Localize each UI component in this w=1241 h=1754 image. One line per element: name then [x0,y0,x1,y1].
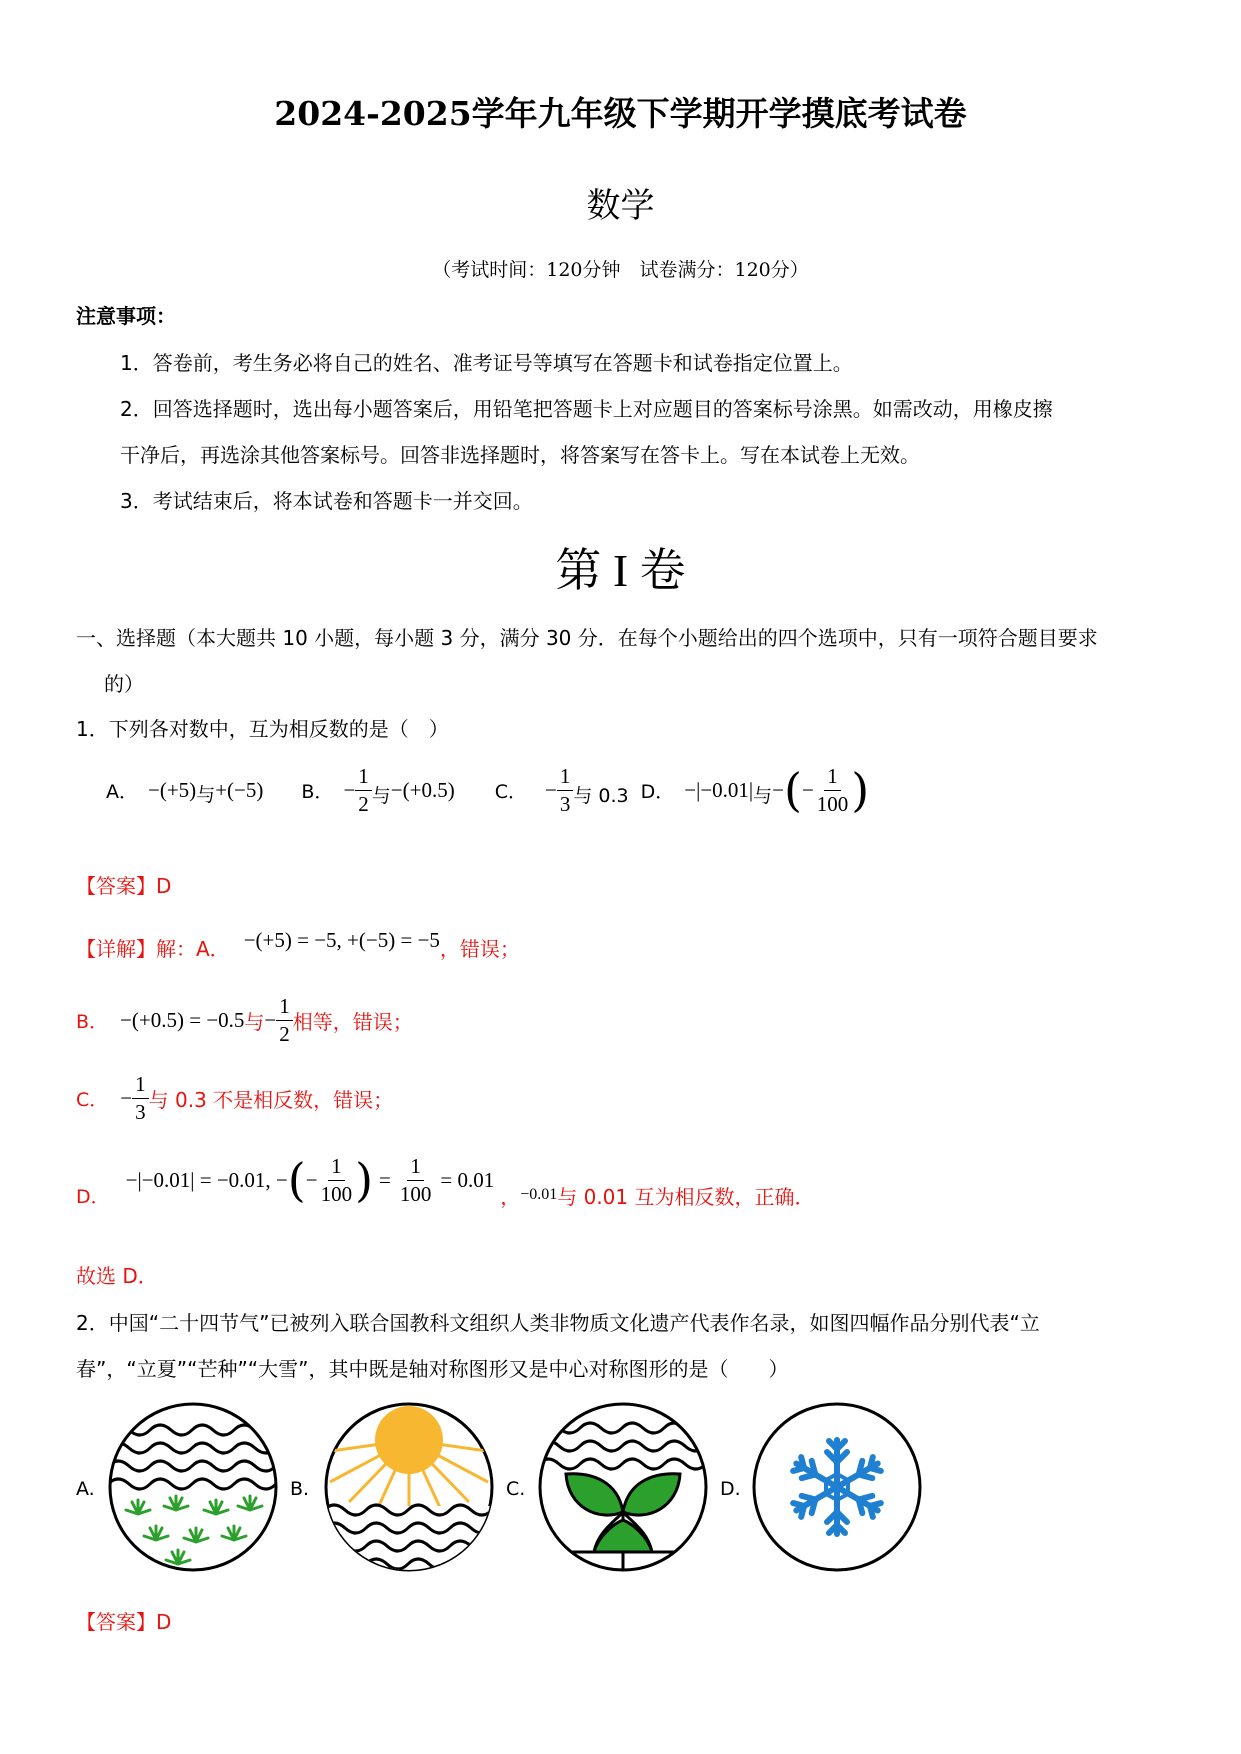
q1-explain-d-fraction-2 [397,1153,435,1206]
q1-option-c-denominator: 3 [559,791,571,816]
q1-explain-d-fraction-1 [318,1153,356,1206]
q2-option-a-label: A. [76,1478,95,1500]
q1-conclusion: 故选 D． [76,1264,158,1288]
q1-explain-b-minus: − [264,1007,277,1032]
q1-explain-b-row [76,990,413,1050]
snowflake-emblem-icon [752,1402,922,1572]
subject-title: 数学 [586,186,655,226]
question-2-stem-line-1: 2．中国“二十四节气”已被列入联合国教科文组织人类非物质文化遗产代表作名录，如图四幅作品分别代表“立 [76,1311,1040,1335]
q1-explain-c-denominator: 3 [135,1099,146,1124]
q1-explain-c-row [76,1068,393,1128]
q1-explain-d-equals: = [379,1167,391,1192]
q1-option-d-fraction [814,763,852,816]
q1-explain-d-tail: 与 0.01 互为相反数，正确． [557,1184,815,1209]
sun-emblem-icon [324,1402,494,1572]
q1-option-c-mid: 与 0.3 [573,784,629,807]
q1-explain-b-mid: 与 [244,1009,265,1034]
exam-info: （考试时间：120分钟 试卷满分：120分） [432,259,809,281]
q1-option-b-numerator: 1 [355,766,372,791]
q1-option-c-minus: − [545,777,557,802]
q1-option-b-denominator: 2 [358,791,369,816]
q2-option-d-label: D. [720,1478,741,1500]
q1-explain-b-label: B． [76,1010,109,1033]
q1-option-b-expr-2: −(+0.5) [390,777,455,802]
q1-option-d-expr-1: −|−0.01| [684,777,754,802]
q1-option-b-mid: 与 [371,784,391,807]
q1-option-c-numerator: 1 [557,766,574,791]
q1-explain-d-denominator-1: 100 [320,1181,353,1206]
q1-option-d-denominator: 100 [816,791,849,816]
q1-explain-d-equals-2: = 0.01 [440,1167,495,1192]
q1-options-row [106,758,869,822]
q1-explain-c-fraction [132,1071,149,1124]
section-1-heading-line-1: 一、选择题（本大题共 10 小题，每小题 3 分，满分 30 分．在每个小题给出的四个选项中，只有一项符合题目要求 [76,626,1098,650]
note-item-2-line-2: 干净后，再选涂其他答案标号。回答非选择题时，将答案写在答卡上。写在本试卷上无效。 [120,443,920,467]
notes-heading: 注意事项： [76,304,176,328]
note-item-2-line-1: 2．回答选择题时，选出每小题答案后，用铅笔把答题卡上对应题目的答案标号涂黑。如需改动，用橡皮擦 [120,397,1053,421]
q1-explain-a-row [76,918,520,962]
sprout-emblem-icon [538,1402,708,1572]
q1-option-d-mid: 与 [753,784,773,807]
q1-explain-b-fraction [276,993,293,1046]
q1-option-a-expr-1: −(+5) [148,777,197,802]
q1-explain-d-row [76,1148,814,1212]
q2-option-c-label: C. [506,1478,526,1500]
q1-option-b-label: B． [301,780,334,803]
q2-option-b-label: B. [290,1478,310,1500]
note-item-3: 3．考试结束后，将本试卷和答题卡一并交回。 [120,489,533,513]
question-2-stem-line-2: 春”，“立夏”“芒种”“大雪”，其中既是轴对称图形又是中心对称图形的是（ ） [76,1357,789,1381]
note-item-1: 1．答卷前，考生务必将自己的姓名、准考证号等填写在答题卡和试卷指定位置上。 [120,351,853,375]
q1-option-a-expr-2: +(−5) [215,777,264,802]
q1-explain-d-label: D． [76,1185,110,1208]
q1-option-a-mid: 与 [196,783,216,806]
q1-explain-b-expr: −(+0.5) = −0.5 [120,1007,245,1032]
q1-explain-b-numerator: 1 [276,996,293,1021]
q1-answer: 【答案】D [76,874,172,898]
question-1-stem: 1．下列各对数中，互为相反数的是（ ） [76,717,449,741]
section-1-heading-line-2: 的） [104,672,144,696]
q1-explain-b-tail: 相等，错误； [292,1009,413,1034]
q1-option-c-fraction [557,763,574,816]
q1-explain-d-expr-1: −|−0.01| = −0.01, − [125,1167,288,1192]
exam-title: 2024-2025学年九年级下学期开学摸底考试卷 [274,94,967,133]
q1-option-d-numerator: 1 [824,766,841,791]
q1-explain-d-right-paren: ) [355,1153,374,1207]
q1-explain-b-denominator: 2 [279,1021,290,1046]
q1-option-d-right-paren: ) [851,763,870,817]
q1-explain-c-minus: − [120,1085,133,1110]
q1-explain-d-numerator-1: 1 [328,1156,345,1181]
q1-option-d-label: D． [640,780,675,803]
q1-explain-label: 【详解】解：A． [76,936,230,961]
q1-option-b-fraction [355,763,372,816]
q1-explain-d-neg-value: −0.01 [520,1186,558,1203]
q1-explain-d-inner-minus: − [305,1167,318,1192]
grass-emblem-icon [108,1402,278,1572]
q2-answer: 【答案】D [76,1610,172,1634]
q1-explain-a-expr: −(+5) = −5, +(−5) = −5 [243,927,440,952]
q1-explain-d-denominator-2: 100 [399,1181,432,1206]
q1-explain-d-numerator-2: 1 [407,1156,424,1181]
q1-option-a-label: A． [106,780,138,803]
q1-explain-c-numerator: 1 [132,1074,149,1099]
q1-option-d-inner-minus: − [801,777,814,802]
q1-option-d-minus: − [772,777,784,802]
q1-explain-c-tail: 与 0.3 不是相反数，错误； [148,1087,394,1112]
volume-heading: 第 I 卷 [555,545,686,596]
q1-option-d-left-paren: ( [783,763,802,817]
q1-option-b-minus: − [343,777,356,802]
q1-explain-c-label: C． [76,1088,109,1111]
q1-option-c-label: C． [494,780,528,803]
q1-explain-a-tail: ，错误； [439,936,520,961]
q1-explain-d-comma: ， [500,1184,521,1209]
q1-explain-d-left-paren: ( [287,1153,306,1207]
